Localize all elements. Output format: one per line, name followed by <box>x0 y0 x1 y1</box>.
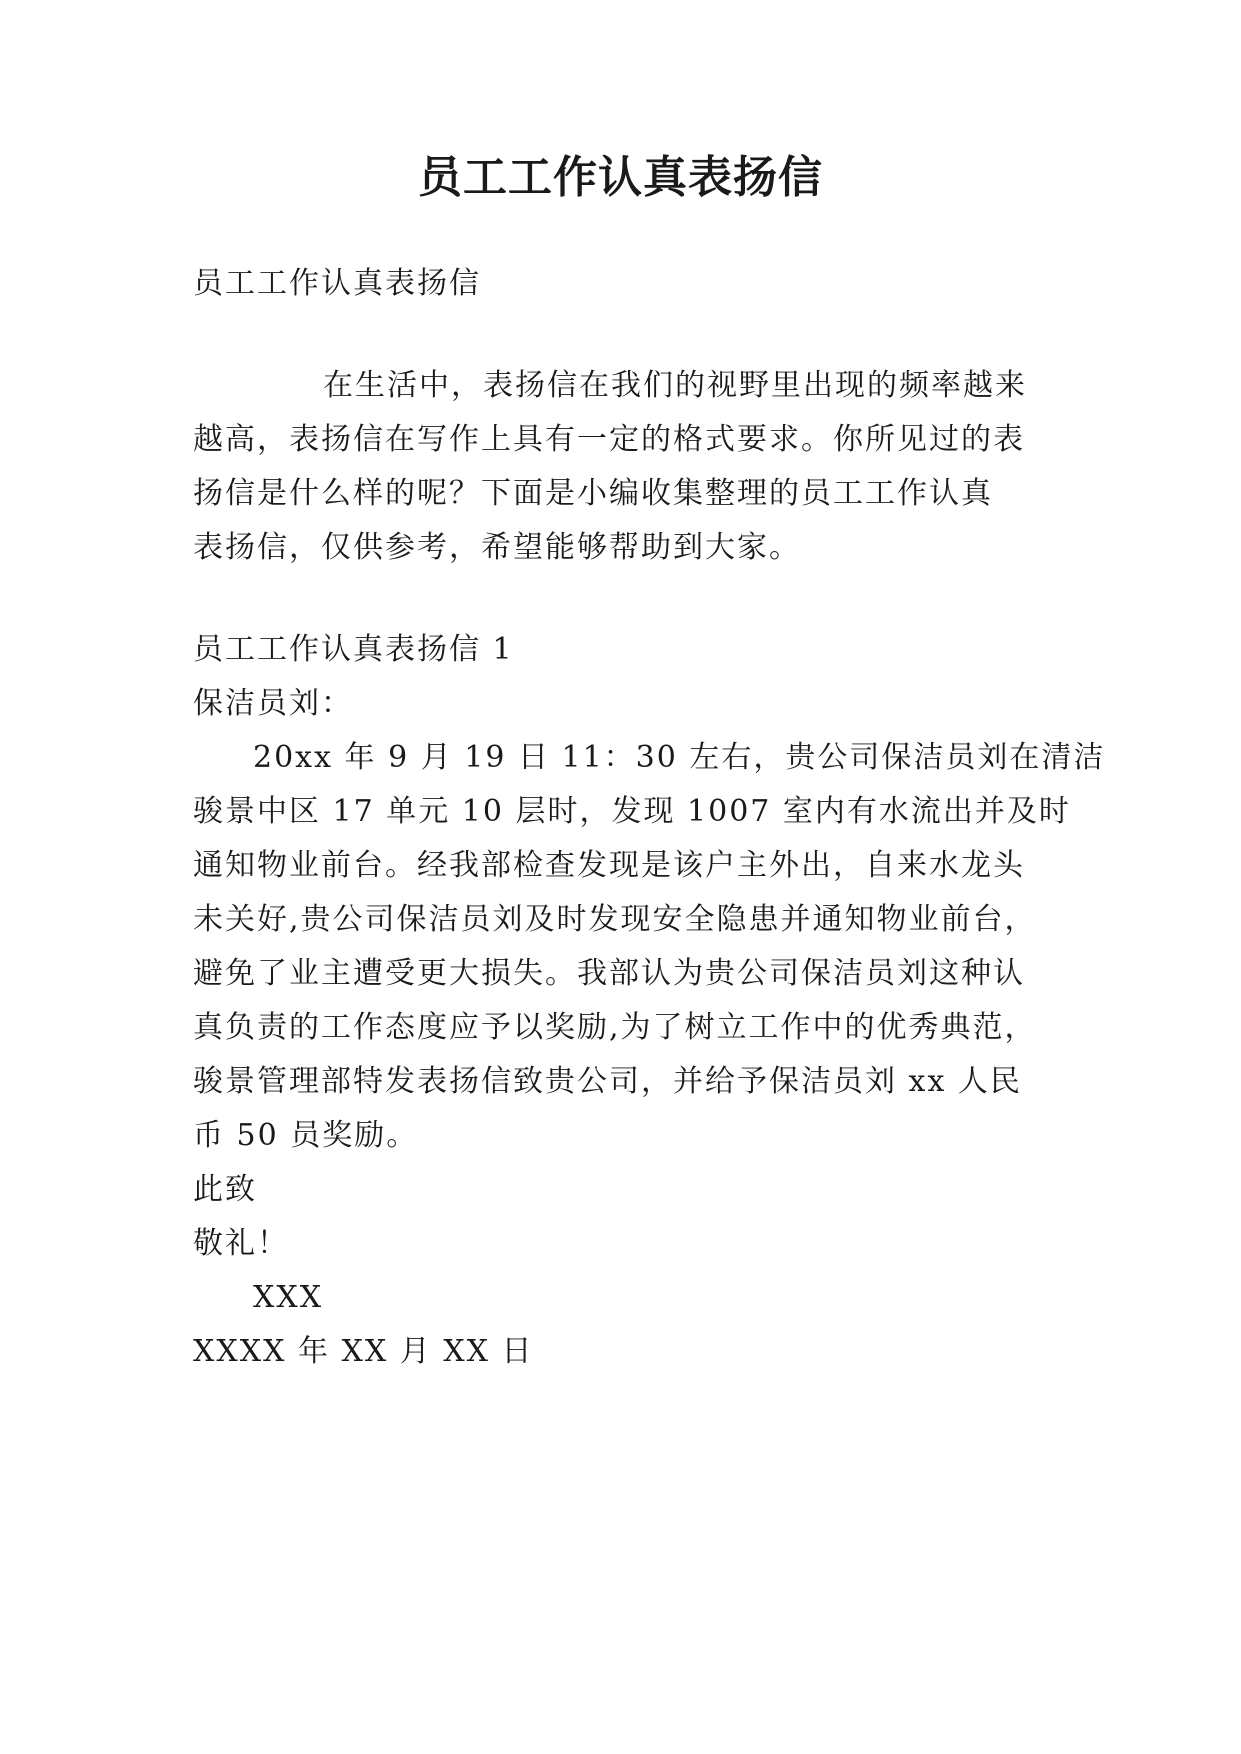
closing-phrase: 此致 <box>193 1172 257 1207</box>
body-line: 避免了业主遭受更大损失。我部认为贵公司保洁员刘这种认 <box>193 956 1025 991</box>
body-line: 真负责的工作态度应予以奖励,为了树立工作中的优秀典范， <box>193 1010 1037 1045</box>
body-line: 币 50 员奖励。 <box>193 1118 419 1153</box>
body-line: 20xx 年 9 月 19 日 11：30 左右，贵公司保洁员刘在清洁 <box>253 740 1106 775</box>
body-line: 骏景管理部特发表扬信致贵公司，并给予保洁员刘 xx 人民 <box>193 1064 1022 1099</box>
body-line: 未关好,贵公司保洁员刘及时发现安全隐患并通知物业前台， <box>193 902 1037 937</box>
letter-heading: 员工工作认真表扬信 1 <box>193 632 514 667</box>
letter-date: XXXX 年 XX 月 XX 日 <box>193 1334 534 1369</box>
intro-line: 在生活中，表扬信在我们的视野里出现的频率越来 <box>323 368 1027 403</box>
body-line: 通知物业前台。经我部检查发现是该户主外出，自来水龙头 <box>193 848 1025 883</box>
document-title: 员工工作认真表扬信 <box>418 152 823 203</box>
intro-line: 越高，表扬信在写作上具有一定的格式要求。你所见过的表 <box>193 422 1025 457</box>
closing-salute: 敬礼！ <box>193 1226 289 1261</box>
intro-line: 表扬信，仅供参考，希望能够帮助到大家。 <box>193 530 801 565</box>
intro-line: 扬信是什么样的呢？下面是小编收集整理的员工工作认真 <box>193 476 993 511</box>
document-subtitle: 员工工作认真表扬信 <box>193 266 481 301</box>
salutation: 保洁员刘： <box>193 686 353 721</box>
signature: XXX <box>253 1280 324 1315</box>
body-line: 骏景中区 17 单元 10 层时，发现 1007 室内有水流出并及时 <box>193 794 1071 829</box>
